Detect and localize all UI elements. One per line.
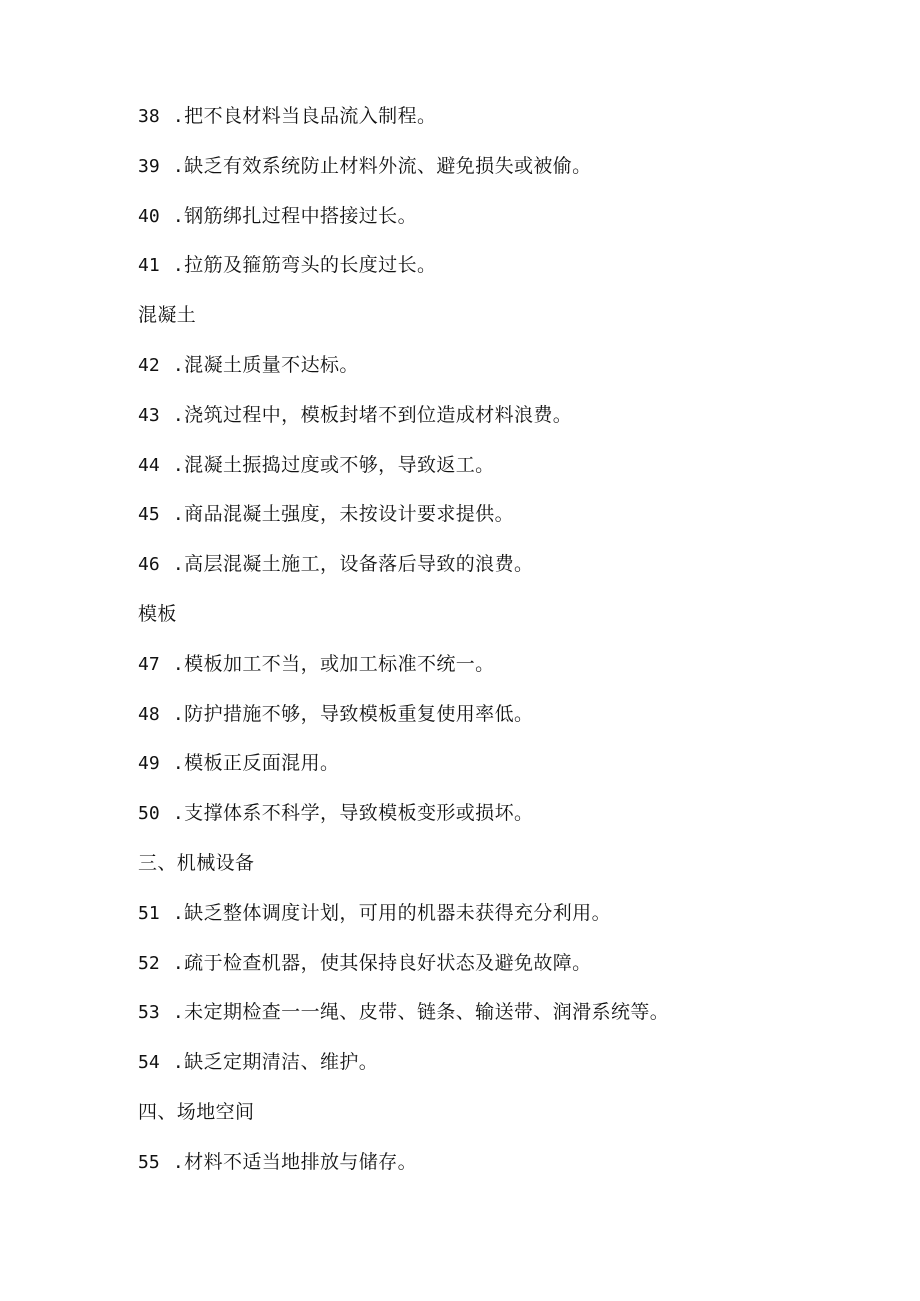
- item-number: 54: [138, 1052, 160, 1074]
- item-separator: .: [161, 703, 185, 725]
- list-item: [138, 1147, 858, 1197]
- list-item: [138, 499, 858, 549]
- item-number: 42: [138, 354, 160, 376]
- item-separator: .: [161, 803, 185, 825]
- item-text: 防护措施不够，导致模板重复使用率低。: [184, 702, 534, 725]
- item-text: 缺乏有效系统防止材料外流、避免损失或被偷。: [184, 154, 592, 177]
- list-item: [138, 748, 858, 798]
- item-number: 47: [138, 653, 160, 675]
- item-number: 41: [138, 255, 160, 277]
- section-heading: 四、场地空间: [138, 1100, 255, 1123]
- item-text: 把不良材料当良品流入制程。: [184, 105, 437, 127]
- item-separator: .: [161, 454, 185, 476]
- list-item: [138, 1047, 858, 1097]
- item-number: 46: [138, 554, 160, 576]
- item-separator: .: [161, 255, 185, 277]
- item-separator: .: [161, 155, 185, 177]
- item-separator: .: [161, 1002, 185, 1024]
- document-body: [138, 101, 858, 1197]
- item-separator: .: [161, 504, 185, 526]
- item-number: 43: [138, 404, 160, 426]
- item-number: 55: [138, 1151, 160, 1173]
- list-item: [138, 101, 858, 151]
- item-separator: .: [161, 952, 185, 974]
- item-number: 49: [138, 753, 160, 775]
- item-text: 缺乏定期清洁、维护。: [184, 1051, 379, 1074]
- item-number: 48: [138, 703, 160, 725]
- item-separator: .: [161, 205, 185, 227]
- item-separator: .: [161, 902, 185, 924]
- item-separator: .: [161, 653, 185, 675]
- list-item: [138, 400, 858, 450]
- item-number: 38: [138, 106, 160, 127]
- item-separator: .: [161, 753, 185, 775]
- item-text: 疏于检查机器，使其保持良好状态及避免故障。: [184, 951, 592, 974]
- item-separator: .: [161, 554, 185, 576]
- item-separator: .: [161, 1052, 185, 1074]
- item-text: 混凝土振捣过度或不够，导致返工。: [184, 453, 495, 476]
- item-separator: .: [161, 404, 185, 426]
- list-item: [138, 649, 858, 699]
- item-separator: .: [161, 106, 185, 127]
- item-text: 未定期检查一一绳、皮带、链条、输送带、润滑系统等。: [184, 1001, 670, 1024]
- item-text: 模板加工不当，或加工标准不统一。: [184, 652, 495, 675]
- item-text: 高层混凝土施工，设备落后导致的浪费。: [184, 553, 534, 576]
- list-item: [138, 151, 858, 201]
- item-text: 缺乏整体调度计划，可用的机器未获得充分利用。: [184, 901, 611, 924]
- item-number: 39: [138, 155, 160, 177]
- item-separator: .: [161, 1151, 185, 1173]
- item-number: 52: [138, 952, 160, 974]
- item-text: 模板正反面混用。: [184, 752, 340, 775]
- item-text: 支撑体系不科学，导致模板变形或损坏。: [184, 802, 534, 825]
- item-text: 浇筑过程中，模板封堵不到位造成材料浪费。: [184, 403, 573, 426]
- section-heading: 模板: [138, 602, 177, 625]
- item-number: 45: [138, 504, 160, 526]
- item-number: 53: [138, 1002, 160, 1024]
- item-number: 50: [138, 803, 160, 825]
- item-text: 混凝土质量不达标。: [184, 353, 359, 376]
- list-item: [138, 350, 858, 400]
- list-item: [138, 948, 858, 998]
- list-item: [138, 250, 858, 300]
- section-heading: 三、机械设备: [138, 851, 255, 874]
- list-item: [138, 798, 858, 848]
- list-item: [138, 699, 858, 749]
- item-text: 拉筋及箍筋弯头的长度过长。: [184, 254, 437, 277]
- list-item: [138, 549, 858, 599]
- item-separator: .: [161, 354, 185, 376]
- item-number: 40: [138, 205, 160, 227]
- item-text: 商品混凝土强度，未按设计要求提供。: [184, 503, 514, 526]
- list-item: [138, 201, 858, 251]
- item-text: 钢筋绑扎过程中搭接过长。: [184, 204, 417, 227]
- item-number: 44: [138, 454, 160, 476]
- list-item: [138, 450, 858, 500]
- section-heading: 混凝土: [138, 304, 197, 327]
- item-number: 51: [138, 902, 160, 924]
- item-text: 材料不适当地排放与储存。: [184, 1150, 417, 1173]
- list-item: [138, 898, 858, 948]
- list-item: [138, 997, 858, 1047]
